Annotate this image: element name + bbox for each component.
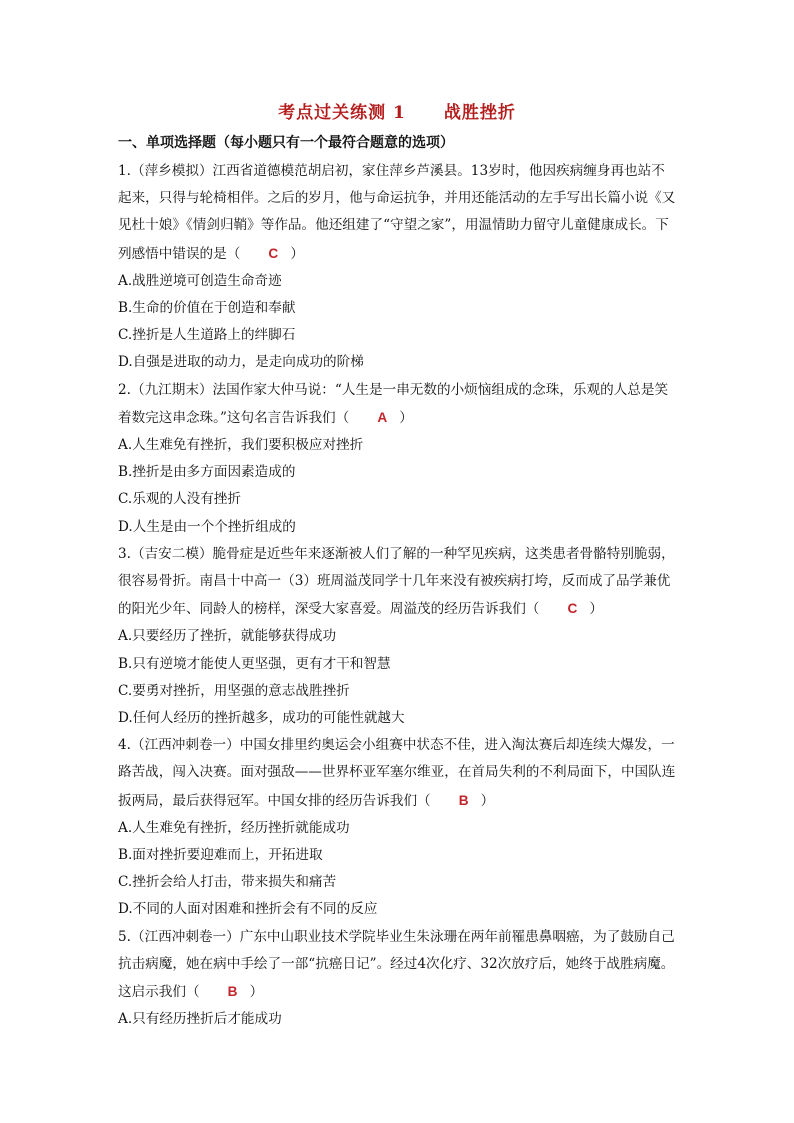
option-a: A.只要经历了挫折，就能够获得成功 [118,628,337,645]
question-stem [118,158,678,268]
paren-close: ） [589,601,603,618]
question-4 [118,732,678,923]
question-stem [118,732,678,815]
question-stem [118,924,678,1007]
option-b: B.只有逆境才能使人更坚强，更有才干和智慧 [118,655,391,672]
option-d: D.自强是进取的动力，是走向成功的阶梯 [118,354,364,371]
answer-mark: B [227,984,238,1000]
question-stem-text: 4.（江西冲刺卷一）中国女排里约奥运会小组赛中状态不佳，进入淘汰赛后却连续大爆发，一路苦战，闯入决赛。面对强敌——世界杯亚军塞尔维亚，在首局失利的不利局面下，中国队连扳两局，最后获得冠军。中国女排的经历告诉我们（ [118,737,676,809]
option-c: C.要勇对挫折，用坚强的意志战胜挫折 [118,682,350,699]
title-main: 考点过关练测 1 [278,103,406,123]
question-1 [118,158,678,377]
question-2 [118,377,678,541]
question-5 [118,924,678,1034]
option-a: A.人生难免有挫折，经历挫折就能成功 [118,819,350,836]
question-stem [118,377,678,432]
question-list [118,158,678,1034]
question-3 [118,541,678,732]
option-c: C.挫折是人生道路上的绊脚石 [118,327,296,344]
option-c: C.挫折会给人打击，带来损失和痛苦 [118,874,337,891]
option-a: A.人生难免有挫折，我们要积极应对挫折 [118,437,364,454]
option-b: B.生命的价值在于创造和奉献 [118,300,296,317]
paren-close: ） [480,792,495,809]
option-a: A.只有经历挫折后才能成功 [118,1011,282,1028]
page-title [0,98,794,123]
question-stem-text: 5.（江西冲刺卷一）广东中山职业技术学院毕业生朱泳珊在两年前罹患鼻咽癌，为了鼓励自己抗击病魔，她在病中手绘了一部“抗癌日记”。经过4次化疗、32次放疗后，她终于战胜病魔。这启示我们（ [118,928,675,1001]
paren-close: ） [399,409,413,426]
answer-mark: C [567,601,578,617]
question-stem-text: 3.（吉安二模）脆骨症是近些年来逐渐被人们了解的一种罕见疾病，这类患者骨骼特别脆弱，很容易骨折。南昌十中高一（3）班周溢茂同学十几年来没有被疾病打垮，反而成了品学兼优的阳光少年、同龄人的榜样，深受大家喜爱。周溢茂的经历告诉我们（ [118,545,675,618]
option-b: B.挫折是由多方面因素造成的 [118,464,296,481]
answer-mark: C [268,245,279,261]
title-sub: 战胜挫折 [443,103,516,123]
option-b: B.面对挫折要迎难而上，开拓进取 [118,847,323,864]
question-stem-text: 1.（萍乡模拟）江西省道德模范胡启初，家住萍乡芦溪县。13岁时，他因疾病缠身再也站不起来，只得与轮椅相伴。之后的岁月，他与命运抗争，并用还能活动的左手写出长篇小说《又见杜十娘》《情剑归鞘》等作品。他还组建了“守望之家”，用温情助力留守儿童健康成长。下列感悟中错误的是（ [118,163,676,262]
question-stem [118,541,678,624]
option-a: A.战胜逆境可创造生命奇迹 [118,272,282,289]
option-d: D.不同的人面对困难和挫折会有不同的反应 [118,901,378,918]
answer-mark: B [458,792,469,808]
answer-mark: A [377,409,388,425]
section-heading: 一、单项选择题（每小题只有一个最符合题意的选项） [118,135,454,151]
option-d: D.任何人经历的挫折越多，成功的可能性就越大 [118,710,405,727]
paren-close: ） [249,984,264,1001]
question-stem-text: 2.（九江期末）法国作家大仲马说：“人生是一串无数的小烦恼组成的念珠，乐观的人总是笑着数完这串念珠。”这句名言告诉我们（ [118,381,669,426]
option-d: D.人生是由一个个挫折组成的 [118,518,296,535]
paren-close: ） [290,245,304,262]
option-c: C.乐观的人没有挫折 [118,491,241,508]
